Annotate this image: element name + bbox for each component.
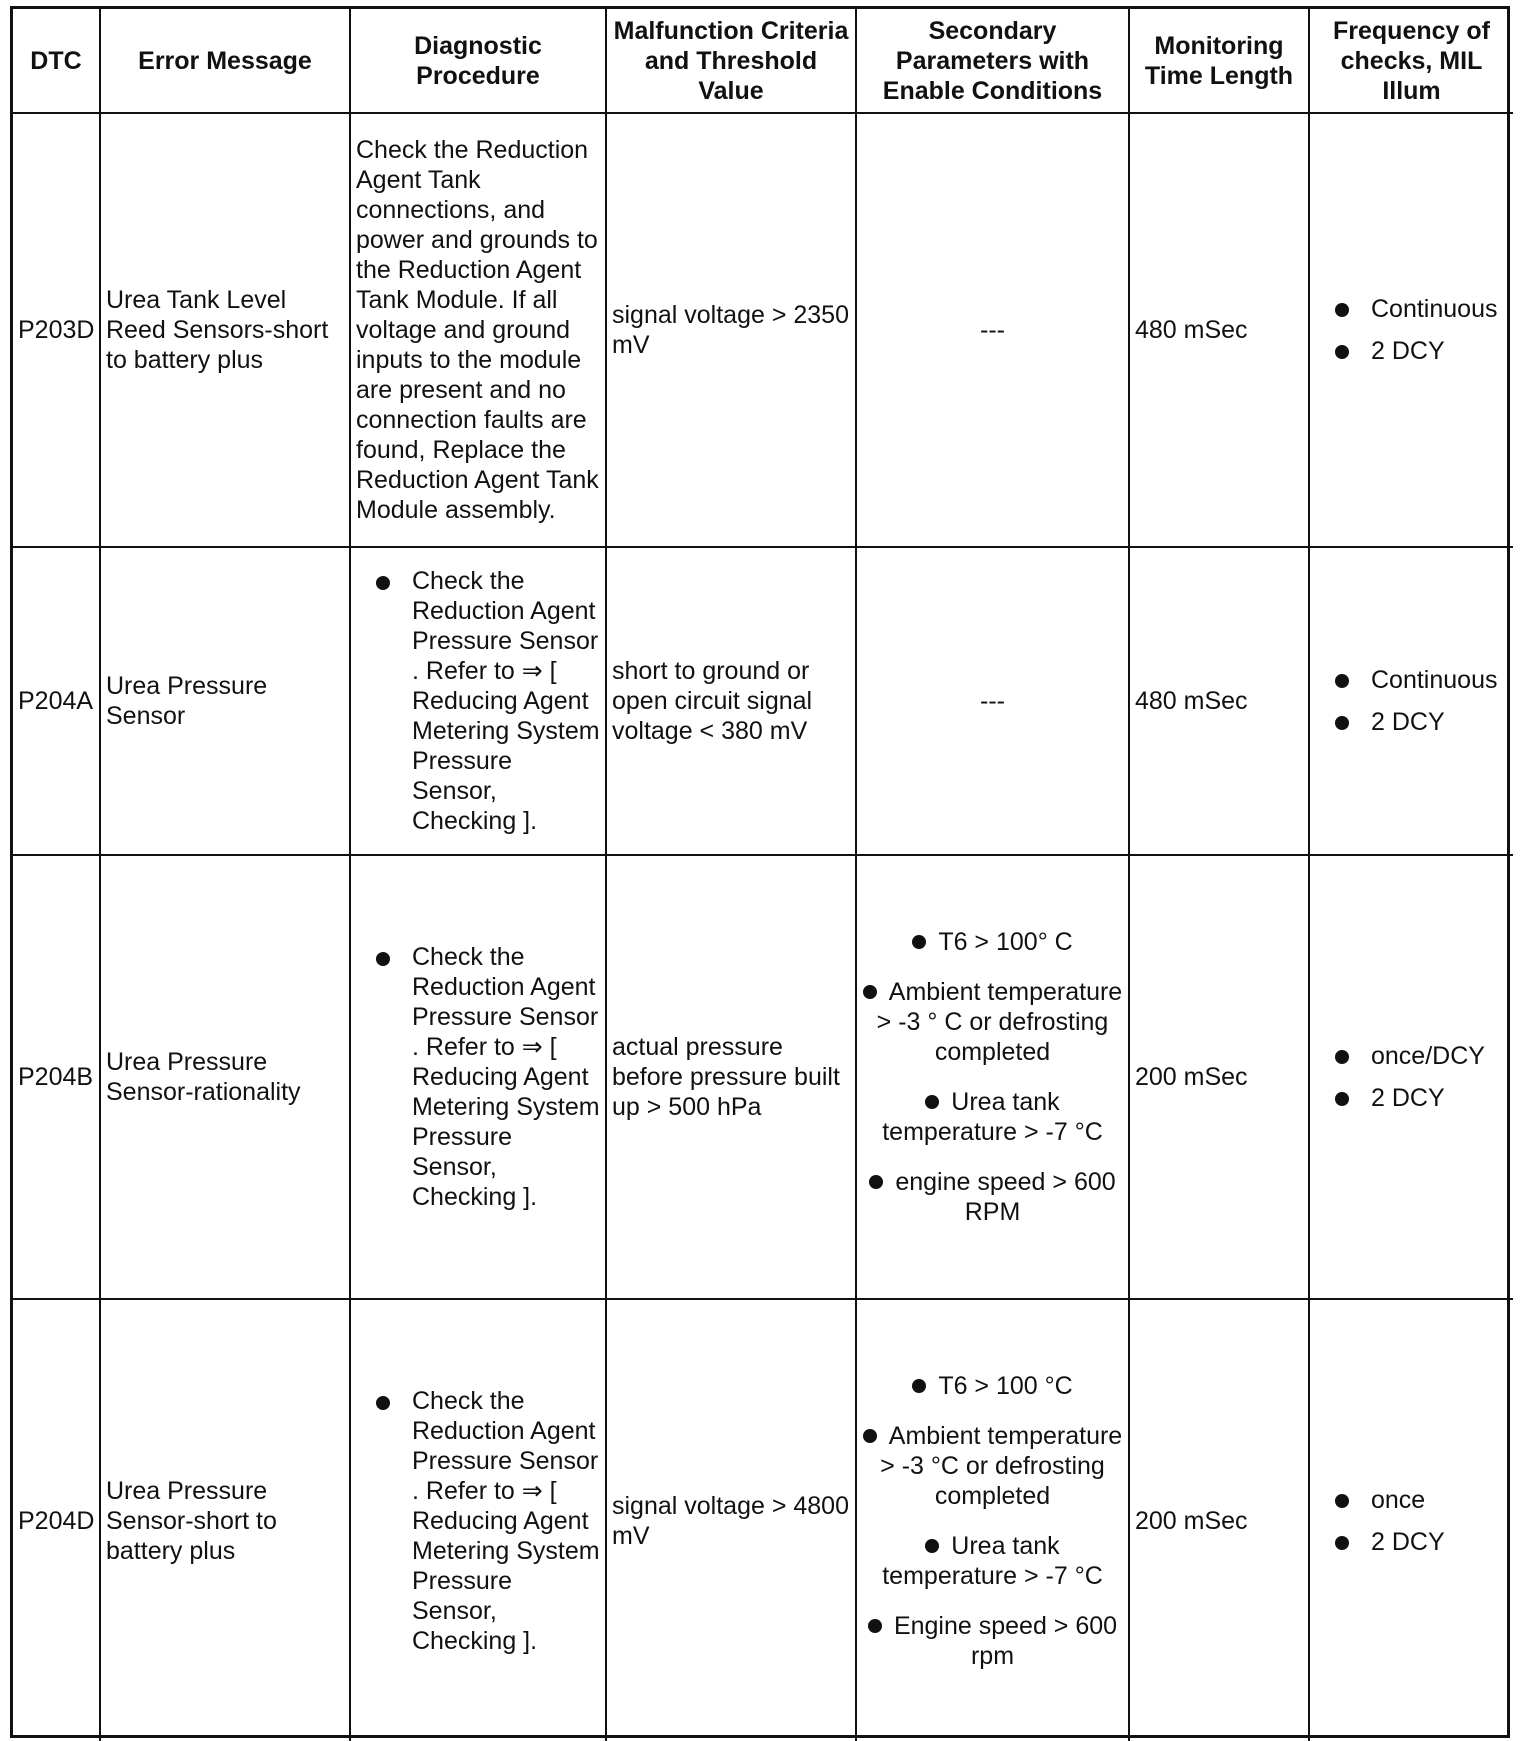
bullet-icon (912, 935, 926, 949)
monitoring-time: 480 mSec (1129, 113, 1309, 547)
frequency-cell (1309, 547, 1513, 855)
secondary-param-item: Engine speed > 600 rpm (862, 1611, 1123, 1671)
frequency-item: 2 DCY (1315, 1527, 1508, 1557)
error-message: Urea Pressure Sensor-short to battery plus (100, 1299, 350, 1741)
diagnostic-procedure (350, 855, 606, 1299)
dtc-code: P203D (13, 113, 100, 547)
dtc-table (13, 9, 1513, 1741)
dtc-code: P204D (13, 1299, 100, 1741)
frequency-cell (1309, 1299, 1513, 1741)
diagnostic-item: Check the Reduction Agent Pressure Sensor . Refer to ⇒ [ Reducing Agent Metering System Pressure Sensor, Checking ]. (356, 1386, 600, 1656)
diagnostic-procedure: Check the Reduction Agent Tank connections, and power and grounds to the Reduction Agent Tank Module. If all voltage and ground inputs to the module are present and no connection faults are found, Replace the Reduction Agent Tank Module assembly. (350, 113, 606, 547)
monitoring-time: 480 mSec (1129, 547, 1309, 855)
table-row (13, 547, 1513, 855)
secondary-parameters (856, 855, 1129, 1299)
header-diagnostic-procedure: Diagnostic Procedure (350, 9, 606, 113)
table-row (13, 1299, 1513, 1741)
diagnostic-procedure (350, 1299, 606, 1741)
secondary-parameters: --- (856, 113, 1129, 547)
bullet-icon (863, 985, 877, 999)
diagnostic-item: Check the Reduction Agent Pressure Sensor . Refer to ⇒ [ Reducing Agent Metering System Pressure Sensor, Checking ]. (356, 942, 600, 1212)
secondary-param-item: Ambient temperature > -3 °C or defrosting completed (862, 1421, 1123, 1511)
bullet-icon (925, 1539, 939, 1553)
header-dtc: DTC (13, 9, 100, 113)
header-error-message: Error Message (100, 9, 350, 113)
frequency-item: 2 DCY (1315, 1083, 1508, 1113)
frequency-item: Continuous (1315, 294, 1508, 324)
header-row (13, 9, 1513, 113)
frequency-item: 2 DCY (1315, 707, 1508, 737)
frequency-item: 2 DCY (1315, 336, 1508, 366)
monitoring-time: 200 mSec (1129, 855, 1309, 1299)
frequency-cell (1309, 113, 1513, 547)
frequency-item: Continuous (1315, 665, 1508, 695)
secondary-param-item: T6 > 100 °C (862, 1371, 1123, 1401)
header-malfunction-criteria: Malfunction Criteria and Threshold Value (606, 9, 856, 113)
dtc-code: P204B (13, 855, 100, 1299)
bullet-icon (869, 1175, 883, 1189)
frequency-cell (1309, 855, 1513, 1299)
bullet-icon (868, 1619, 882, 1633)
error-message: Urea Tank Level Reed Sensors-short to battery plus (100, 113, 350, 547)
header-secondary-parameters: Secondary Parameters with Enable Conditions (856, 9, 1129, 113)
bullet-icon (863, 1429, 877, 1443)
secondary-param-item: T6 > 100° C (862, 927, 1123, 957)
error-message: Urea Pressure Sensor-rationality (100, 855, 350, 1299)
secondary-parameters: --- (856, 547, 1129, 855)
malfunction-criteria: signal voltage > 4800 mV (606, 1299, 856, 1741)
malfunction-criteria: signal voltage > 2350 mV (606, 113, 856, 547)
secondary-param-item: Urea tank temperature > -7 °C (882, 1531, 1103, 1590)
secondary-param-item: Urea tank temperature > -7 °C (882, 1088, 1103, 1146)
dtc-table-sheet (10, 6, 1510, 1738)
secondary-param-item: engine speed > 600 RPM (862, 1167, 1123, 1227)
bullet-icon (925, 1095, 939, 1109)
diagnostic-procedure (350, 547, 606, 855)
frequency-item: once (1315, 1485, 1508, 1515)
monitoring-time: 200 mSec (1129, 1299, 1309, 1741)
error-message: Urea Pressure Sensor (100, 547, 350, 855)
table-row (13, 113, 1513, 547)
secondary-param-item: Ambient temperature > -3 ° C or defrosting completed (862, 977, 1123, 1067)
bullet-icon (912, 1379, 926, 1393)
secondary-parameters (856, 1299, 1129, 1741)
malfunction-criteria: actual pressure before pressure built up > 500 hPa (606, 855, 856, 1299)
malfunction-criteria: short to ground or open circuit signal voltage < 380 mV (606, 547, 856, 855)
diagnostic-item: Check the Reduction Agent Pressure Sensor . Refer to ⇒ [ Reducing Agent Metering System Pressure Sensor, Checking ]. (356, 566, 600, 836)
header-frequency: Frequency of checks, MIL Illum (1309, 9, 1513, 113)
header-monitoring-time: Monitoring Time Length (1129, 9, 1309, 113)
frequency-item: once/DCY (1315, 1041, 1508, 1071)
table-row (13, 855, 1513, 1299)
dtc-code: P204A (13, 547, 100, 855)
